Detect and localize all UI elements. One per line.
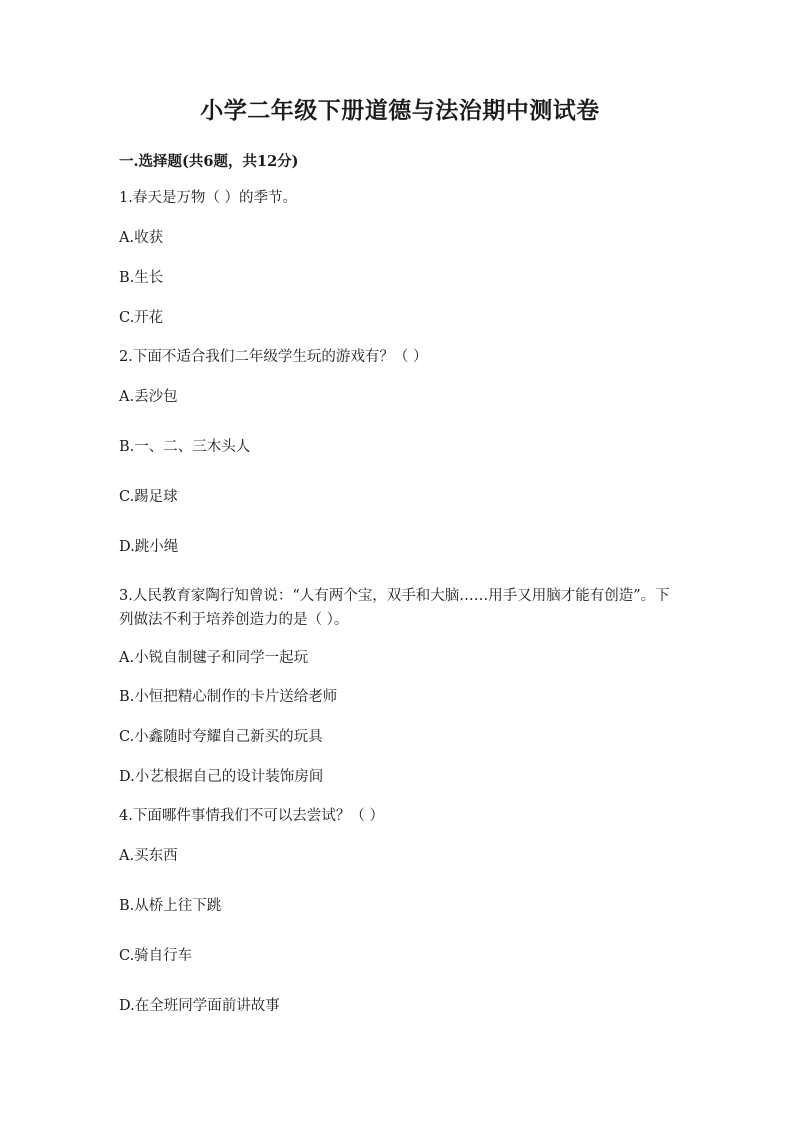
question-3-option-a[interactable]: A.小锐自制毽子和同学一起玩 <box>119 650 309 666</box>
question-1-option-a[interactable]: A.收获 <box>119 230 164 246</box>
question-4-stem: 4.下面哪件事情我们不可以去尝试？（ ） <box>119 808 384 824</box>
question-3-stem: 3.人民教育家陶行知曾说：“人有两个宝，双手和大脑……用手又用脑才能有创造”。下列做法不利于培养创造力的是（ ）。 <box>119 588 670 628</box>
question-4-option-a[interactable]: A.买东西 <box>119 848 178 864</box>
question-3-option-d[interactable]: D.小艺根据自己的设计装饰房间 <box>119 769 324 785</box>
question-2-stem: 2.下面不适合我们二年级学生玩的游戏有？（ ） <box>119 349 428 365</box>
question-3-option-c[interactable]: C.小鑫随时夸耀自己新买的玩具 <box>119 729 323 745</box>
question-2-option-d[interactable]: D.跳小绳 <box>119 539 179 555</box>
section-heading: 一.选择题(共6题，共12分) <box>119 153 299 170</box>
question-2-option-a[interactable]: A.丢沙包 <box>119 389 178 405</box>
question-2-option-b[interactable]: B.一、二、三木头人 <box>119 439 251 455</box>
question-1-option-b[interactable]: B.生长 <box>119 270 164 286</box>
question-4-option-d[interactable]: D.在全班同学面前讲故事 <box>119 998 280 1014</box>
question-1-option-c[interactable]: C.开花 <box>119 310 164 326</box>
question-4-option-c[interactable]: C.骑自行车 <box>119 948 193 964</box>
question-2-option-c[interactable]: C.踢足球 <box>119 489 178 505</box>
question-4-option-b[interactable]: B.从桥上往下跳 <box>119 898 222 914</box>
page-title: 小学二年级下册道德与法治期中测试卷 <box>200 97 600 124</box>
question-1-stem: 1.春天是万物（ ）的季节。 <box>119 190 297 206</box>
question-3-option-b[interactable]: B.小恒把精心制作的卡片送给老师 <box>119 689 338 705</box>
